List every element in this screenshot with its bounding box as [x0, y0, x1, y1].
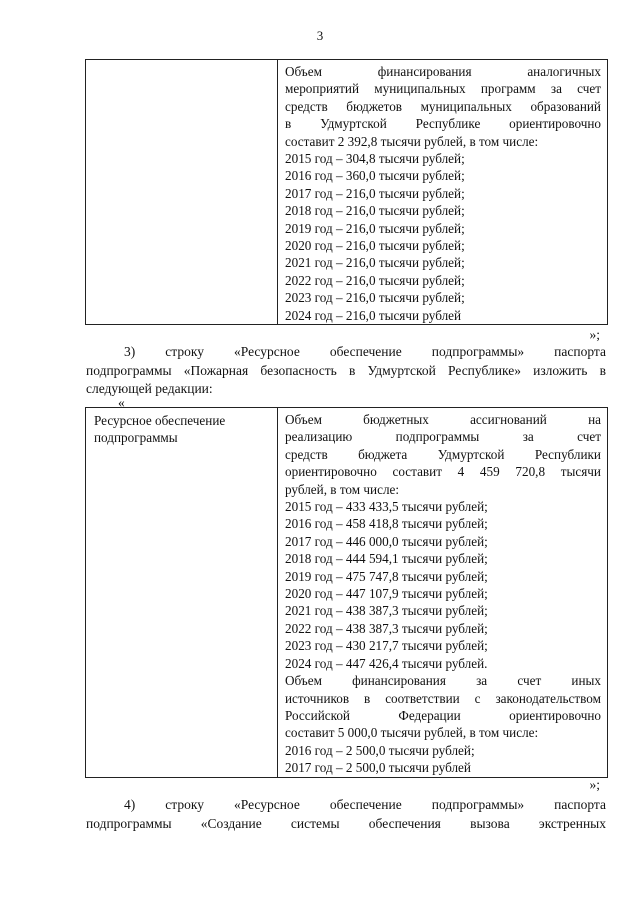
paragraph-item-4 [86, 796, 606, 833]
text-line: в Удмуртской Республике ориентировочно [285, 116, 601, 132]
year-line: 2024 год – 216,0 тысячи рублей [285, 307, 462, 323]
table-row [86, 60, 608, 325]
text-line: Объем бюджетных ассигнований на [285, 412, 601, 427]
text-line: источников в соответствии с законодательством [285, 690, 601, 706]
text-line: средств бюджетов муниципальных образований [285, 98, 601, 114]
funding-table-continued [85, 59, 608, 325]
year-line: 2022 год – 438 387,3 тысячи рублей; [285, 620, 488, 636]
year-line: 2017 год – 446 000,0 тысячи рублей; [285, 533, 488, 549]
table-cell-funding-municipal [278, 60, 608, 325]
row-header-line: подпрограммы [94, 430, 178, 446]
year-line: 2017 год – 2 500,0 тысячи рублей [285, 760, 471, 776]
year-line: 2018 год – 444 594,1 тысячи рублей; [285, 551, 488, 567]
text-line: составит 5 000,0 тысячи рублей, в том числе: [285, 725, 539, 741]
row-header-line: Ресурсное обеспечение [94, 413, 226, 428]
year-line: 2015 год – 433 433,5 тысячи рублей; [285, 499, 488, 515]
year-line: 2021 год – 438 387,3 тысячи рублей; [285, 603, 488, 619]
text-line: составит 2 392,8 тысячи рублей, в том числе: [285, 133, 539, 149]
year-line: 2016 год – 458 418,8 тысячи рублей; [285, 516, 488, 532]
paragraph-item-3 [86, 343, 606, 399]
year-line: 2019 год – 475 747,8 тысячи рублей; [285, 568, 488, 584]
year-line: 2019 год – 216,0 тысячи рублей; [285, 220, 465, 236]
opening-quote-mark: « [118, 395, 125, 410]
text-line: рублей, в том числе: [285, 481, 400, 497]
year-line: 2016 год – 2 500,0 тысячи рублей; [285, 742, 475, 758]
text-line: средств бюджета Удмуртской Республики [285, 446, 601, 462]
paragraph-line: следующей редакции: [86, 381, 213, 396]
text-line: Объем финансирования за счет иных [285, 673, 601, 689]
year-line: 2016 год – 360,0 тысячи рублей; [285, 168, 465, 184]
text-line: ориентировочно составит 4 459 720,8 тысячи [285, 464, 601, 480]
year-line: 2015 год – 304,8 тысячи рублей; [285, 151, 465, 167]
paragraph-line: подпрограммы «Создание системы обеспечения вызова экстренных [86, 815, 606, 831]
year-line: 2021 год – 216,0 тысячи рублей; [285, 255, 465, 271]
year-line: 2023 год – 430 217,7 тысячи рублей; [285, 638, 488, 654]
year-line: 2020 год – 447 107,9 тысячи рублей; [285, 586, 488, 602]
paragraph-line: 3) строку «Ресурсное обеспечение подпрограммы» паспорта [124, 344, 606, 359]
paragraph-line: подпрограммы «Пожарная безопасность в Удмуртской Республике» изложить в [86, 362, 606, 378]
year-line: 2018 год – 216,0 тысячи рублей; [285, 203, 465, 219]
table-cell-row-header [86, 408, 278, 778]
year-line: 2017 год – 216,0 тысячи рублей; [285, 185, 465, 201]
closing-quote-mark: »; [589, 777, 600, 792]
text-line: реализацию подпрограммы за счет [285, 429, 601, 445]
year-line: 2024 год – 447 426,4 тысячи рублей. [285, 655, 488, 671]
table-cell-budget-allocations [278, 408, 608, 778]
table-cell-left-empty [86, 60, 278, 325]
year-line: 2023 год – 216,0 тысячи рублей; [285, 290, 465, 306]
page-number: 3 [316, 28, 324, 43]
text-line: Российской Федерации ориентировочно [285, 707, 601, 723]
text-line: Объем финансирования аналогичных [285, 64, 601, 79]
year-line: 2022 год – 216,0 тысячи рублей; [285, 272, 465, 288]
resource-provision-table [85, 407, 608, 778]
paragraph-line: 4) строку «Ресурсное обеспечение подпрограммы» паспорта [124, 797, 606, 812]
closing-quote-mark: »; [589, 327, 600, 342]
text-line: мероприятий муниципальных программ за счет [285, 81, 601, 97]
table-row [86, 408, 608, 778]
year-line: 2020 год – 216,0 тысячи рублей; [285, 238, 465, 254]
